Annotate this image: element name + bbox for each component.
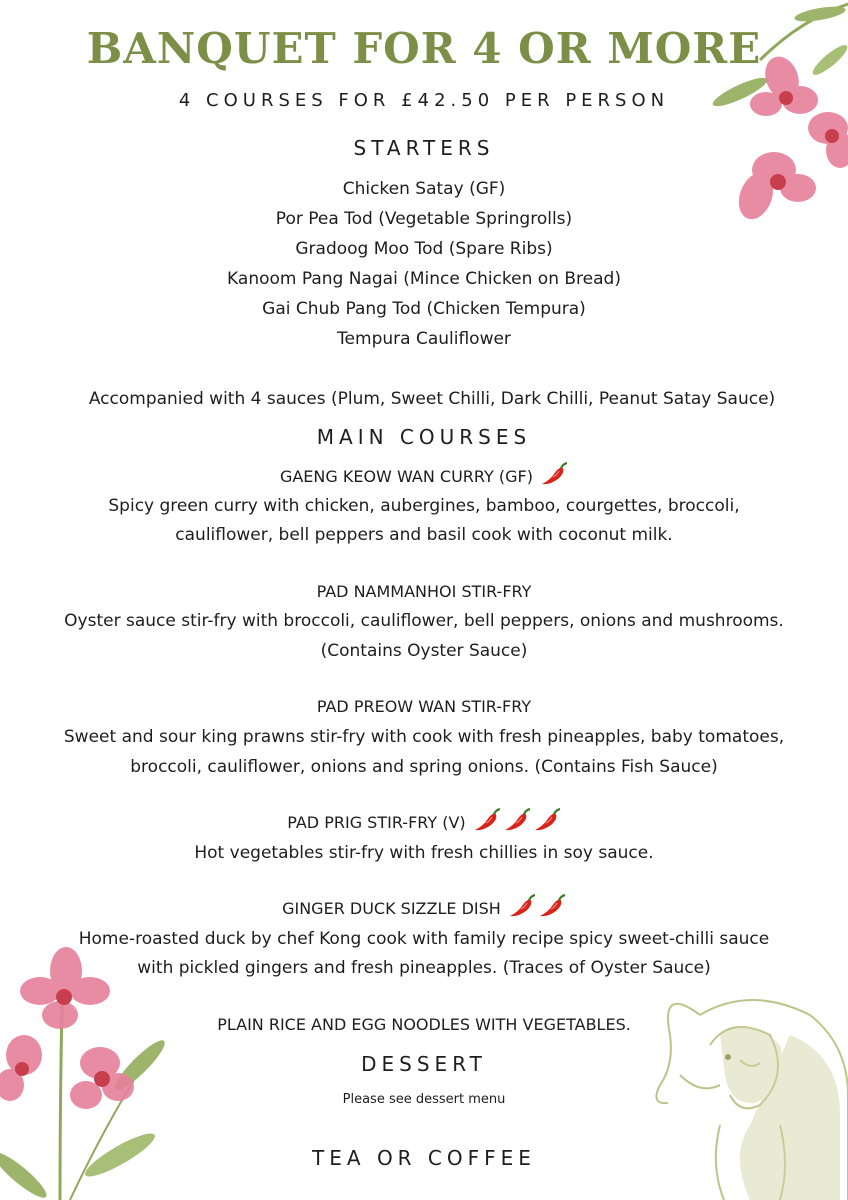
dish-description: with pickled gingers and fresh pineapples. (Traces of Oyster Sauce) bbox=[137, 958, 711, 978]
dessert-note: Please see dessert menu bbox=[342, 1092, 506, 1107]
dessert-heading: DESSERT bbox=[361, 1052, 487, 1076]
dish-name-ginger-duck bbox=[0, 894, 848, 924]
dish-name-pad-prig bbox=[0, 808, 848, 838]
dish-name-text: GINGER DUCK SIZZLE DISH bbox=[282, 899, 501, 918]
dish-name-text: GAENG KEOW WAN CURRY (GF) bbox=[279, 467, 533, 486]
dish-name-gaeng-keow-wan bbox=[0, 462, 848, 492]
dish-name-text: PAD PREOW WAN STIR-FRY bbox=[316, 697, 532, 716]
main-courses-heading: MAIN COURSES bbox=[316, 425, 532, 449]
dish-description: Home-roasted duck by chef Kong cook with family recipe spicy sweet-chilli sauce bbox=[78, 929, 770, 949]
chilli-pepper-icon bbox=[540, 462, 568, 486]
dish-description: (Contains Oyster Sauce) bbox=[320, 641, 528, 661]
chilli-pepper-icon bbox=[473, 808, 501, 832]
dish-description: Sweet and sour king prawns stir-fry with cook with fresh pineapples, baby tomatoes, bbox=[63, 727, 785, 747]
starter-item: Tempura Cauliflower bbox=[337, 329, 511, 349]
price-subtitle: 4 COURSES FOR £42.50 PER PERSON bbox=[178, 90, 670, 111]
starter-item: Por Pea Tod (Vegetable Springrolls) bbox=[275, 209, 573, 229]
dish-description: broccoli, cauliflower, onions and spring onions. (Contains Fish Sauce) bbox=[130, 757, 718, 777]
starter-item: Chicken Satay (GF) bbox=[342, 179, 506, 199]
chilli-rating bbox=[471, 813, 561, 832]
dish-description: Oyster sauce stir-fry with broccoli, cauliflower, bell peppers, onions and mushrooms. bbox=[64, 611, 784, 631]
chilli-pepper-icon bbox=[503, 808, 531, 832]
dish-name-pad-preow-wan bbox=[0, 692, 848, 722]
dish-name-text: PAD PRIG STIR-FRY (V) bbox=[287, 813, 466, 832]
dish-name-pad-nammanhoi bbox=[0, 577, 848, 607]
dish-name-text: PAD NAMMANHOI STIR-FRY bbox=[316, 582, 532, 601]
chilli-pepper-icon bbox=[538, 894, 566, 918]
sauces-note: Accompanied with 4 sauces (Plum, Sweet Chilli, Dark Chilli, Peanut Satay Sauce) bbox=[88, 389, 776, 409]
dish-description: Hot vegetables stir-fry with fresh chillies in soy sauce. bbox=[194, 843, 654, 863]
dish-description: cauliflower, bell peppers and basil cook with coconut milk. bbox=[175, 525, 673, 545]
rice-noodles-side: PLAIN RICE AND EGG NOODLES WITH VEGETABLES. bbox=[217, 1015, 631, 1034]
starter-item: Gradoog Moo Tod (Spare Ribs) bbox=[295, 239, 553, 259]
chilli-rating bbox=[506, 899, 566, 918]
dish-description: Spicy green curry with chicken, aubergines, bamboo, courgettes, broccoli, bbox=[108, 496, 740, 516]
starters-heading: STARTERS bbox=[353, 136, 495, 160]
chilli-rating bbox=[538, 467, 568, 486]
tea-coffee-heading: TEA OR COFFEE bbox=[312, 1146, 536, 1170]
page-title: BANQUET FOR 4 OR MORE bbox=[86, 24, 762, 73]
chilli-pepper-icon bbox=[508, 894, 536, 918]
starter-item: Kanoom Pang Nagai (Mince Chicken on Bread) bbox=[227, 269, 621, 289]
chilli-pepper-icon bbox=[533, 808, 561, 832]
starter-item: Gai Chub Pang Tod (Chicken Tempura) bbox=[262, 299, 586, 319]
